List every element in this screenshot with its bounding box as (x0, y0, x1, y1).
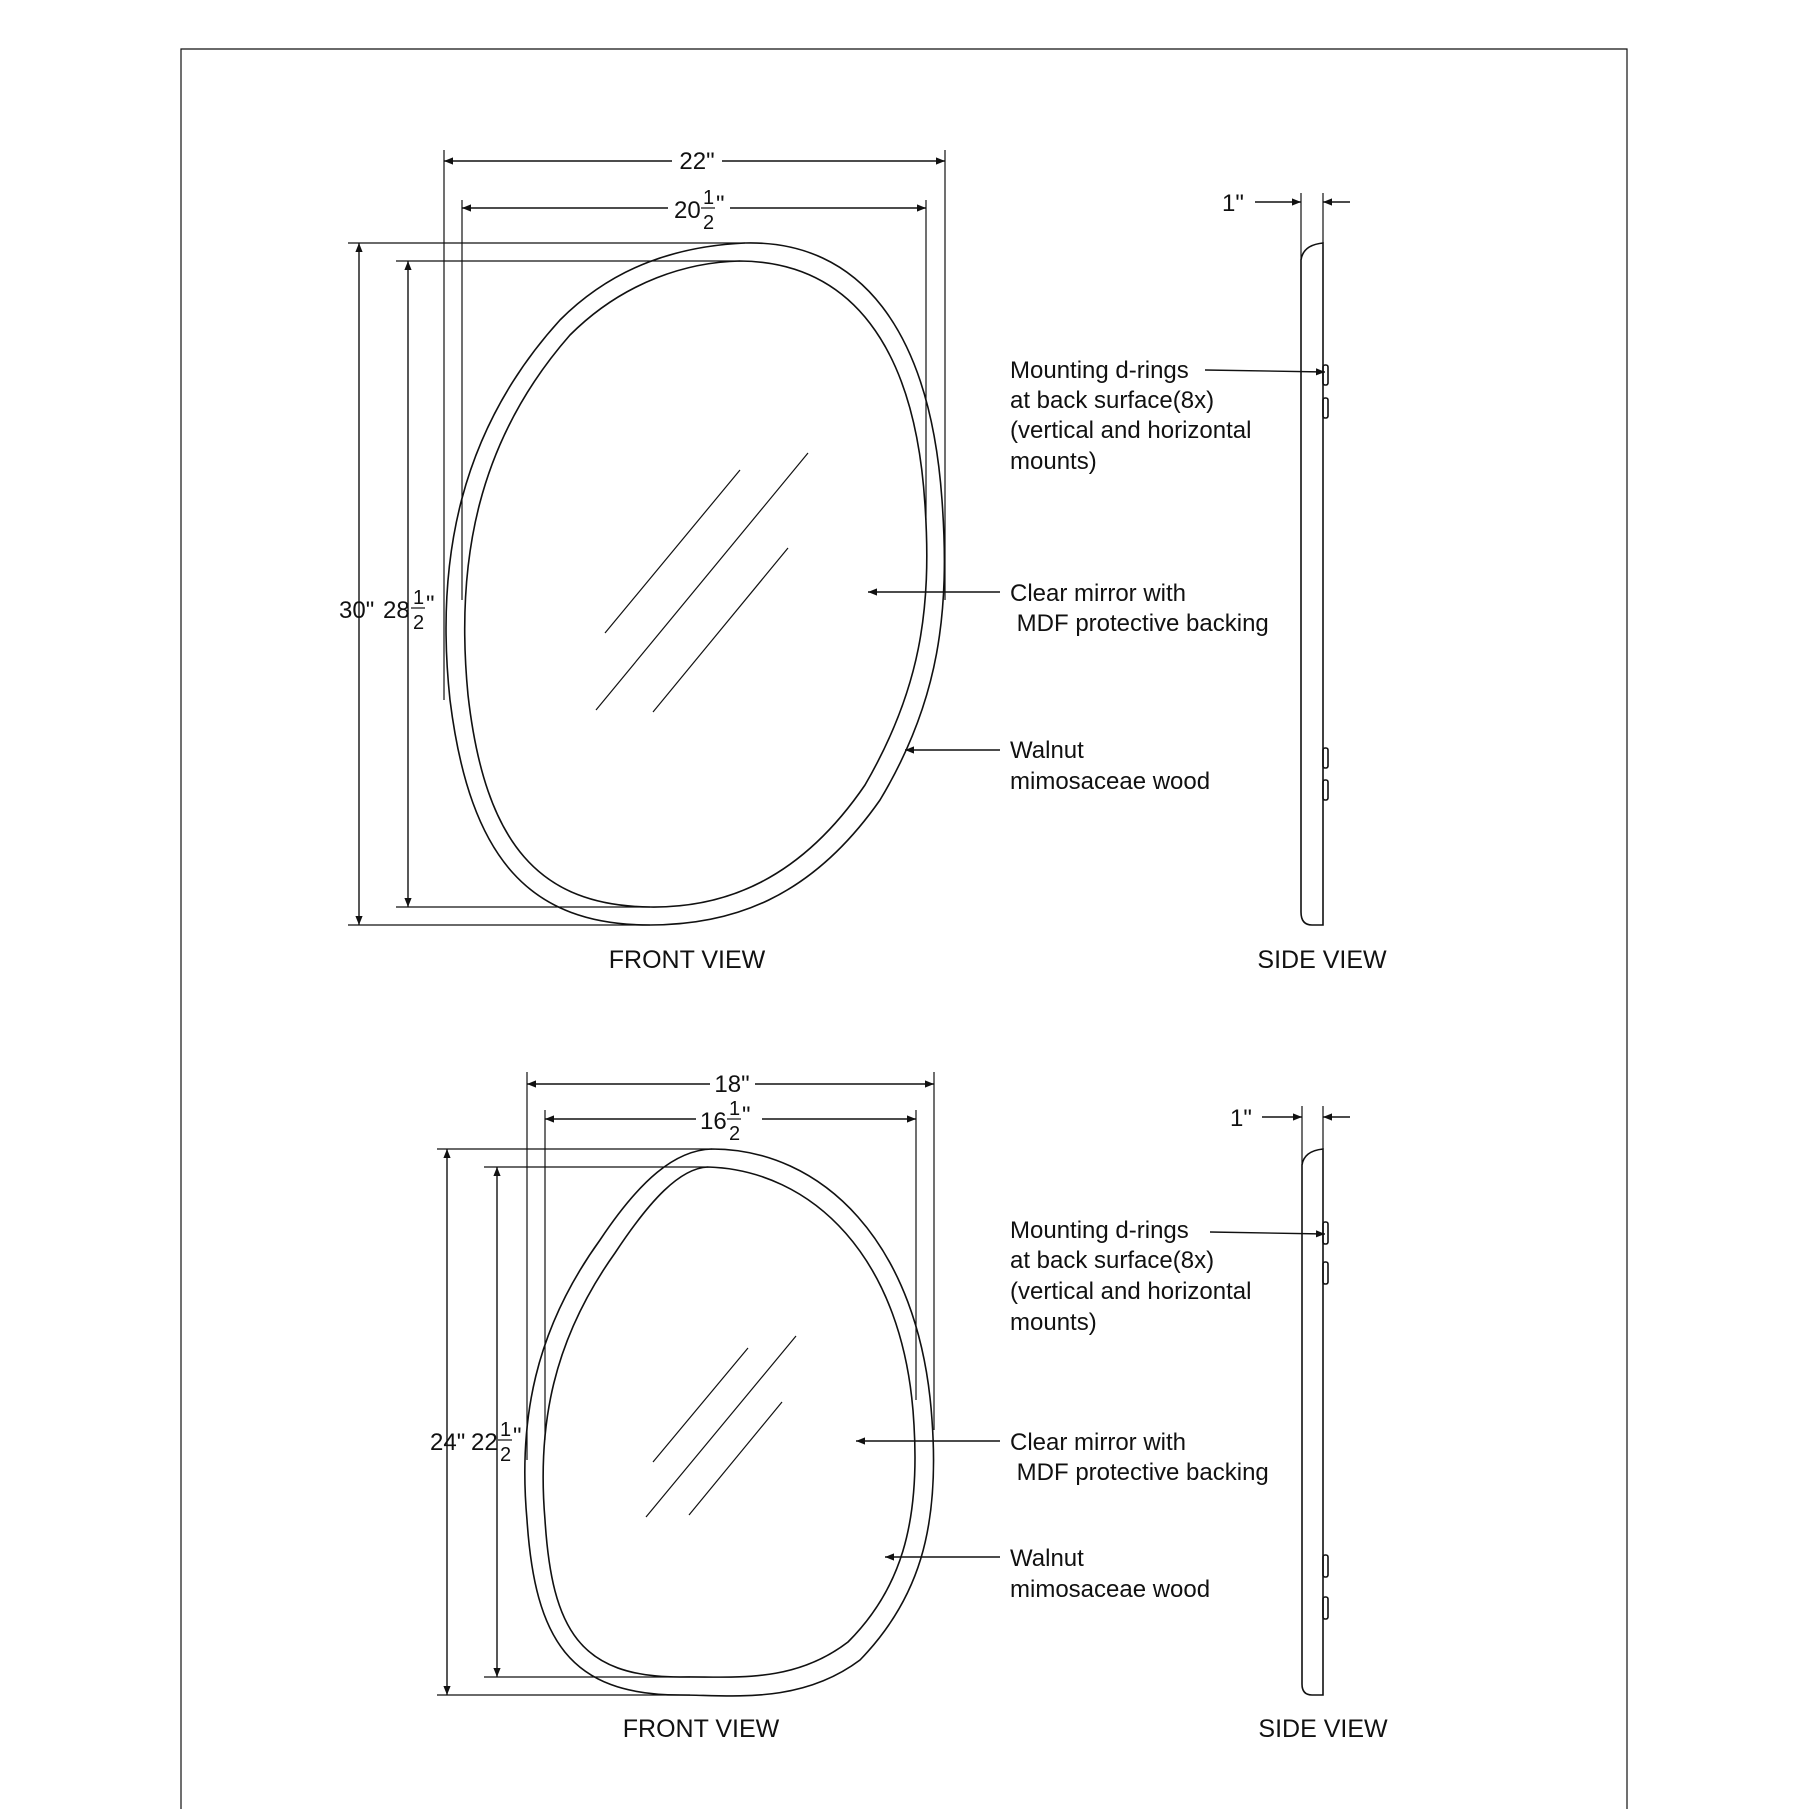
front-view-small (430, 1071, 934, 1743)
inner-width-unit: " (742, 1102, 751, 1129)
mirror-glass-inner (465, 261, 927, 907)
front-view-large (339, 148, 945, 974)
inner-height-unit: " (426, 591, 435, 618)
inner-width-den: 2 (729, 1123, 741, 1145)
reflection-line (653, 548, 788, 712)
callouts-large (0, 0, 1325, 795)
mirror-frame-outer (446, 243, 944, 925)
inner-width-den: 2 (703, 212, 715, 234)
leader-line (1210, 1232, 1325, 1234)
d-ring (1323, 1222, 1328, 1244)
callout-wood: Walnut mimosaceae wood (1010, 737, 1211, 795)
inner-width-num: 1 (729, 1098, 741, 1120)
front-view-caption: FRONT VIEW (608, 946, 766, 974)
overall-width-label: 22" (679, 148, 715, 175)
depth-label: 1" (1222, 190, 1244, 217)
inner-height-num: 1 (500, 1419, 512, 1441)
side-view-caption: SIDE VIEW (1258, 1715, 1388, 1743)
inner-height-unit: " (513, 1423, 522, 1450)
callout-mirror: Clear mirror with MDF protective backing (1010, 1429, 1269, 1486)
callout-wood: Walnut mimosaceae wood (1010, 1545, 1211, 1603)
reflection-line (646, 1336, 796, 1517)
front-view-caption: FRONT VIEW (622, 1715, 780, 1743)
side-profile (1301, 243, 1323, 925)
side-view-caption: SIDE VIEW (1257, 946, 1387, 974)
inner-height-whole: 28 (383, 597, 410, 624)
drawing-large (0, 0, 1387, 974)
mirror-glass-inner (543, 1167, 915, 1677)
inner-width-num: 1 (703, 187, 715, 209)
d-ring (1323, 780, 1328, 800)
d-ring (1323, 748, 1328, 768)
overall-height-label: 24" (430, 1429, 466, 1456)
inner-width-whole: 20 (674, 197, 701, 224)
callout-drings: Mounting d-rings at back surface(8x) (vertical and horizontal mounts) (1010, 1217, 1252, 1336)
reflection-line (689, 1402, 782, 1515)
side-view-small (1230, 1105, 1388, 1743)
d-ring (1323, 1262, 1328, 1284)
overall-width-label: 18" (714, 1071, 750, 1098)
leader-line (1205, 370, 1325, 372)
side-profile (1302, 1149, 1323, 1695)
reflection-line (605, 470, 740, 633)
callout-drings: Mounting d-rings at back surface(8x) (vertical and horizontal mounts) (1010, 357, 1252, 475)
inner-width-whole: 16 (700, 1108, 727, 1135)
callout-mirror: Clear mirror with MDF protective backing (1010, 580, 1269, 637)
inner-height-den: 2 (500, 1444, 512, 1466)
inner-height-whole: 22 (471, 1429, 498, 1456)
d-ring (1323, 398, 1328, 418)
d-ring (1323, 365, 1328, 385)
overall-height-label: 30" (339, 597, 375, 624)
inner-height-den: 2 (413, 612, 425, 634)
side-view-large (1222, 190, 1387, 974)
inner-width-unit: " (716, 191, 725, 218)
d-ring (1323, 1597, 1328, 1619)
reflection-line (596, 453, 808, 710)
reflection-line (653, 1348, 748, 1462)
inner-height-num: 1 (413, 587, 425, 609)
d-ring (1323, 1555, 1328, 1577)
depth-label: 1" (1230, 1105, 1252, 1132)
